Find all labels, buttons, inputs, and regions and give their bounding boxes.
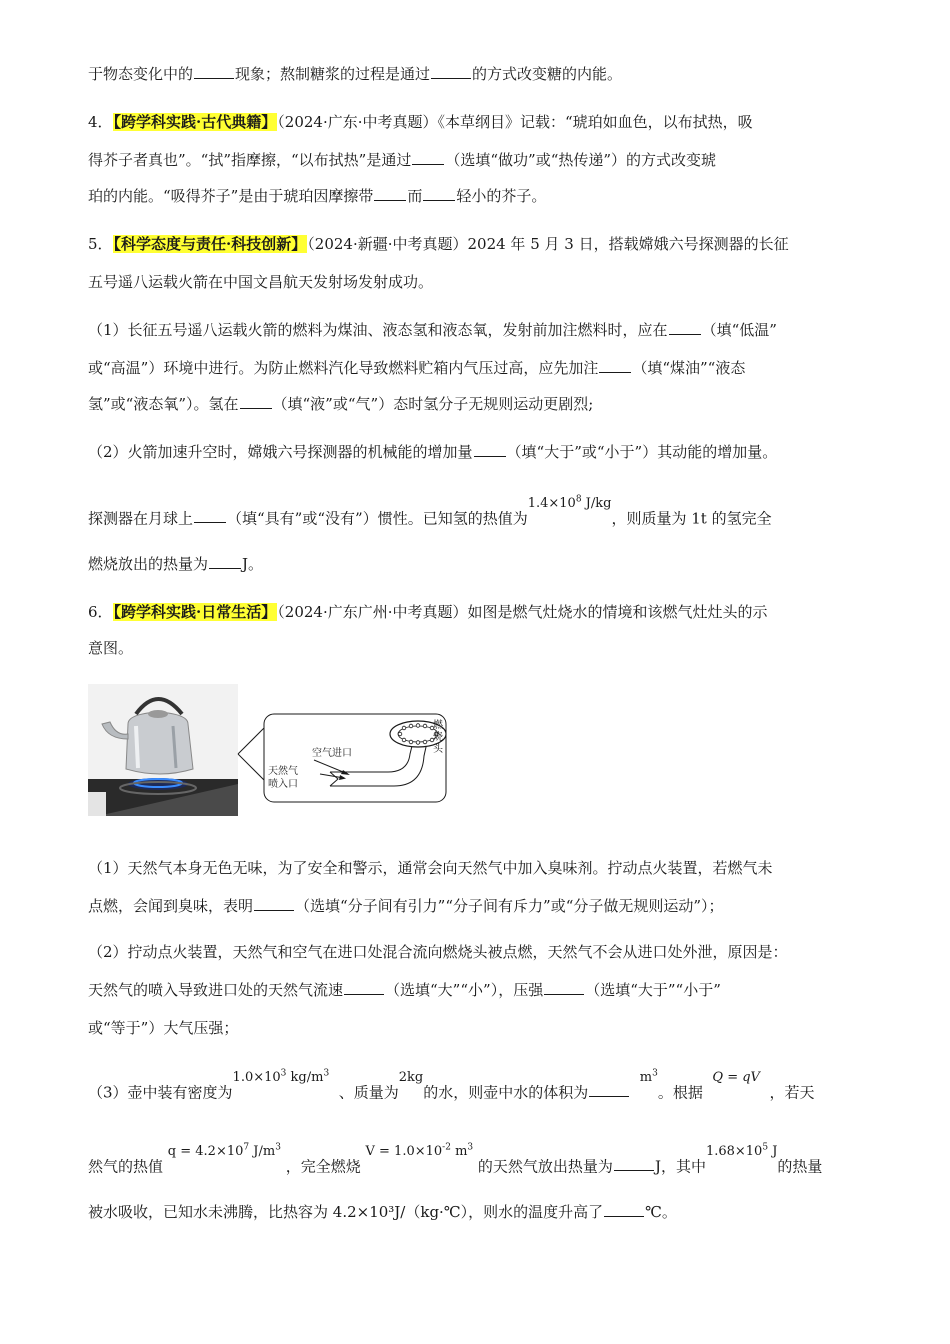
text: （1）天然气本身无色无味，为了安全和警示，通常会向天然气中加入臭味剂。拧动点火装置，若燃气未 xyxy=(88,859,773,877)
water-mass: 2kg xyxy=(398,1070,424,1086)
q5-part2-line-2 xyxy=(88,495,772,530)
text: 珀的内能。“吸得芥子”是由于琥珀因摩擦带 xyxy=(88,187,374,205)
text: （2024·广东广州·中考真题）如图是燃气灶烧水的情境和该燃气灶灶头的示 xyxy=(277,603,768,621)
text: （选填“做功”或“热传递”）的方式改变琥 xyxy=(445,151,717,169)
text: 被水吸收，已知水未沸腾，比热容为 4.2×10³J/（kg·℃），则水的温度升高了 xyxy=(88,1203,604,1221)
answer-blank[interactable] xyxy=(209,554,241,569)
hydrogen-heat-value: $1.4\times 10^8$ J/kg xyxy=(527,495,612,512)
q6-part1-line-1 xyxy=(88,858,773,878)
question-number: 4． xyxy=(88,113,113,131)
text: （2）火箭加速升空时，嫦娥六号探测器的机械能的增加量 xyxy=(88,443,473,461)
text: （选填“分子间有引力”“分子间有斥力”或“分子做无规则运动”）； xyxy=(295,897,724,915)
q6-part3-line-3 xyxy=(88,1202,677,1222)
answer-blank[interactable] xyxy=(423,186,455,201)
text: 、质量为 xyxy=(338,1083,399,1102)
answer-blank[interactable] xyxy=(374,186,406,201)
answer-blank[interactable] xyxy=(589,1082,629,1097)
text: 天然气的喷入导致进口处的天然气流速 xyxy=(88,981,344,999)
q6-line-1 xyxy=(88,602,768,622)
q6-part2-line-1 xyxy=(88,942,788,962)
volume-unit: $m^3$ xyxy=(639,1069,658,1086)
q4-line-1 xyxy=(88,112,753,132)
answer-blank[interactable] xyxy=(604,1202,644,1217)
text: 探测器在月球上 xyxy=(88,509,194,528)
text: （选填“大”“小”），压强 xyxy=(385,981,544,999)
text: 的热量 xyxy=(777,1157,823,1176)
text: 现象；熬制糖浆的过程是通过 xyxy=(235,65,431,83)
text: 氢”或“液态氧”）。氢在 xyxy=(88,395,239,413)
q4-line-3 xyxy=(88,186,546,206)
text: 而 xyxy=(407,187,423,205)
text: （2024·新疆·中考真题）2024 年 5 月 3 日，搭载嫦娥六号探测器的长征 xyxy=(307,235,789,253)
gas-heat-value: $q = 4.2\times 10^7$ $J/m^3$ xyxy=(167,1143,281,1160)
question-tag: 【跨学科实践·古代典籍】 xyxy=(113,113,277,131)
q5-part1-line-2 xyxy=(88,358,745,378)
stove-figure xyxy=(88,684,448,816)
text: 于物态变化中的 xyxy=(88,65,194,83)
text: 或“高温”）环境中进行。为防止燃料汽化导致燃料贮箱内气压过高，应先加注 xyxy=(88,359,599,377)
q5-line-2 xyxy=(88,272,433,292)
text: 轻小的芥子。 xyxy=(456,187,547,205)
q6-part3-line-2 xyxy=(88,1143,823,1178)
text: 意图。 xyxy=(88,639,134,657)
text: （填“具有”或“没有”）惯性。已知氢的热值为 xyxy=(227,509,528,528)
text: （3）壶中装有密度为 xyxy=(88,1083,233,1102)
text: 或“等于”）大气压强； xyxy=(88,1019,239,1037)
answer-blank[interactable] xyxy=(240,394,272,409)
q5-part2-line-3 xyxy=(88,554,263,574)
q6-part3-line-1 xyxy=(88,1069,815,1104)
text: ，若天 xyxy=(769,1083,815,1102)
formula-q-qv: Q = qV xyxy=(712,1070,760,1086)
text: ，完全燃烧 xyxy=(285,1157,361,1176)
question-number: 5． xyxy=(88,235,113,253)
air-inlet-label: 空气进口 xyxy=(312,748,352,759)
question-number: 6． xyxy=(88,603,113,621)
water-density: $1.0\times 10^3$ $kg/m^3$ xyxy=(232,1069,330,1086)
text: （填“大于”或“小于”）其动能的增加量。 xyxy=(506,443,778,461)
text: （填“低温” xyxy=(701,321,777,339)
answer-blank[interactable] xyxy=(431,64,471,79)
burner-label-1: 燃 xyxy=(433,720,443,731)
text: 燃烧放出的热量为 xyxy=(88,555,209,573)
text: （选填“大于”“小于” xyxy=(585,981,721,999)
answer-blank[interactable] xyxy=(599,358,631,373)
answer-blank[interactable] xyxy=(194,508,226,523)
gas-volume: $V = 1.0\times 10^{-2}$ $m^3$ xyxy=(365,1143,474,1160)
q5-line-1 xyxy=(88,234,789,254)
q6-part2-line-2 xyxy=(88,980,721,1000)
text: 然气的热值 xyxy=(88,1157,164,1176)
gas-inlet-label-2: 喷入口 xyxy=(268,779,298,790)
q5-part1-line-1 xyxy=(88,320,777,340)
answer-blank[interactable] xyxy=(474,442,506,457)
text: 五号遥八运载火箭在中国文昌航天发射场发射成功。 xyxy=(88,273,434,291)
q6-part2-line-3 xyxy=(88,1018,238,1038)
text: （2）拧动点火装置，天然气和空气在进口处混合流向燃烧头被点燃，天然气不会从进口处外泄，原因是： xyxy=(88,943,788,961)
text: （2024·广东·中考真题）《本草纲目》记载：“琥珀如血色，以布拭热，吸 xyxy=(277,113,753,131)
question-tag: 【跨学科实践·日常生活】 xyxy=(113,603,277,621)
answer-blank[interactable] xyxy=(669,320,701,335)
text: ℃。 xyxy=(645,1203,677,1221)
q5-part2-line-1 xyxy=(88,442,777,462)
q6-line-2 xyxy=(88,638,133,658)
burner-label-2: 烧 xyxy=(433,732,443,743)
answer-blank[interactable] xyxy=(344,980,384,995)
burner-label-3: 头 xyxy=(433,744,443,755)
text: 的方式改变糖的内能。 xyxy=(472,65,623,83)
answer-blank[interactable] xyxy=(614,1156,654,1171)
q4-line-2 xyxy=(88,150,716,170)
text: 点燃，会闻到臭味，表明 xyxy=(88,897,254,915)
answer-blank[interactable] xyxy=(412,150,444,165)
text: （填“液”或“气”）态时氢分子无规则运动更剧烈; xyxy=(272,395,594,413)
text: 的天然气放出热量为 xyxy=(477,1157,613,1176)
absorbed-heat: $1.68\times 10^5$ J xyxy=(705,1143,778,1160)
answer-blank[interactable] xyxy=(194,64,234,79)
q6-part1-line-2 xyxy=(88,896,724,916)
text: 。根据 xyxy=(657,1083,703,1102)
q5-part1-line-3 xyxy=(88,394,593,414)
text: J，其中 xyxy=(654,1157,706,1176)
gas-inlet-label-1: 天然气 xyxy=(268,766,298,777)
text: 得芥子者真也”。“拭”指摩擦，“以布拭热”是通过 xyxy=(88,151,412,169)
text: （1）长征五号遥八运载火箭的燃料为煤油、液态氢和液态氧，发射前加注燃料时，应在 xyxy=(88,321,668,339)
text: J。 xyxy=(242,555,264,573)
question-tag: 【科学态度与责任·科技创新】 xyxy=(113,235,307,253)
stove-illustration xyxy=(88,684,448,816)
answer-blank[interactable] xyxy=(254,896,294,911)
q3-tail-line xyxy=(88,64,622,84)
text: 的水，则壶中水的体积为 xyxy=(423,1083,589,1102)
text: （填“煤油”“液态 xyxy=(632,359,746,377)
text: ，则质量为 1t 的氢完全 xyxy=(611,509,772,528)
answer-blank[interactable] xyxy=(544,980,584,995)
